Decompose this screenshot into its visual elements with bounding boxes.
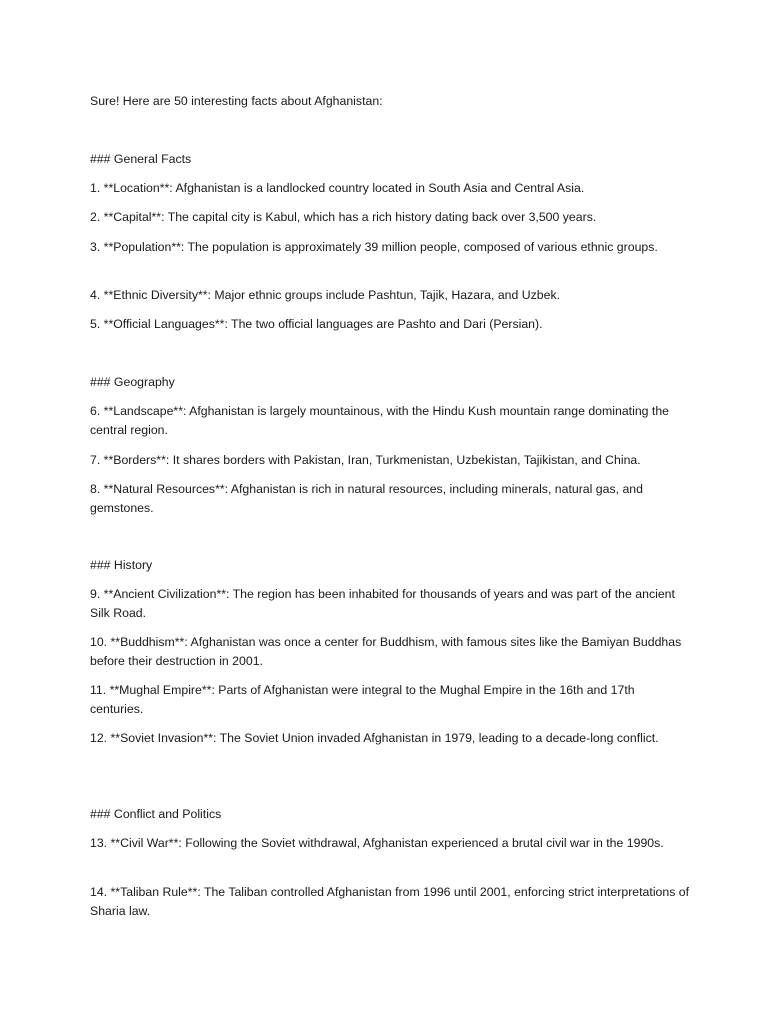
list-item: 13. **Civil War**: Following the Soviet withdrawal, Afghanistan experienced a brutal civil war in the 1990s.	[90, 836, 664, 850]
list-item: 5. **Official Languages**: The two official languages are Pashto and Dari (Persian).	[90, 317, 543, 331]
list-item: 1. **Location**: Afghanistan is a landlocked country located in South Asia and Central Asia.	[90, 181, 585, 195]
list-item: 9. **Ancient Civilization**: The region has been inhabited for thousands of years and was part of the ancient Silk Road.	[90, 587, 675, 620]
list-item: 12. **Soviet Invasion**: The Soviet Union invaded Afghanistan in 1979, leading to a decade-long conflict.	[90, 731, 659, 745]
list-item: 14. **Taliban Rule**: The Taliban controlled Afghanistan from 1996 until 2001, enforcing strict interpretations of Sharia law.	[90, 885, 690, 918]
list-item: 6. **Landscape**: Afghanistan is largely mountainous, with the Hindu Kush mountain range dominating the central region.	[90, 404, 670, 437]
section-heading-geography: ### Geography	[90, 375, 175, 389]
list-item: 8. **Natural Resources**: Afghanistan is rich in natural resources, including minerals, natural gas, and gemstones.	[90, 482, 643, 515]
list-item: 11. **Mughal Empire**: Parts of Afghanistan were integral to the Mughal Empire in the 16th and 17th centuries.	[90, 683, 635, 716]
list-item: 3. **Population**: The population is approximately 39 million people, composed of various ethnic groups.	[90, 240, 658, 254]
intro-text: Sure! Here are 50 interesting facts about Afghanistan:	[90, 94, 383, 108]
list-item: 10. **Buddhism**: Afghanistan was once a center for Buddhism, with famous sites like the Bamiyan Buddhas before their destruction in 2001.	[90, 635, 682, 668]
list-item: 2. **Capital**: The capital city is Kabul, which has a rich history dating back over 3,500 years.	[90, 210, 597, 224]
list-item: 7. **Borders**: It shares borders with Pakistan, Iran, Turkmenistan, Uzbekistan, Tajikistan, and China.	[90, 453, 641, 467]
section-heading-history: ### History	[90, 558, 153, 572]
section-heading-conflict-and-politics: ### Conflict and Politics	[90, 807, 222, 821]
list-item: 4. **Ethnic Diversity**: Major ethnic groups include Pashtun, Tajik, Hazara, and Uzbek.	[90, 288, 561, 302]
section-heading-general-facts: ### General Facts	[90, 152, 192, 166]
